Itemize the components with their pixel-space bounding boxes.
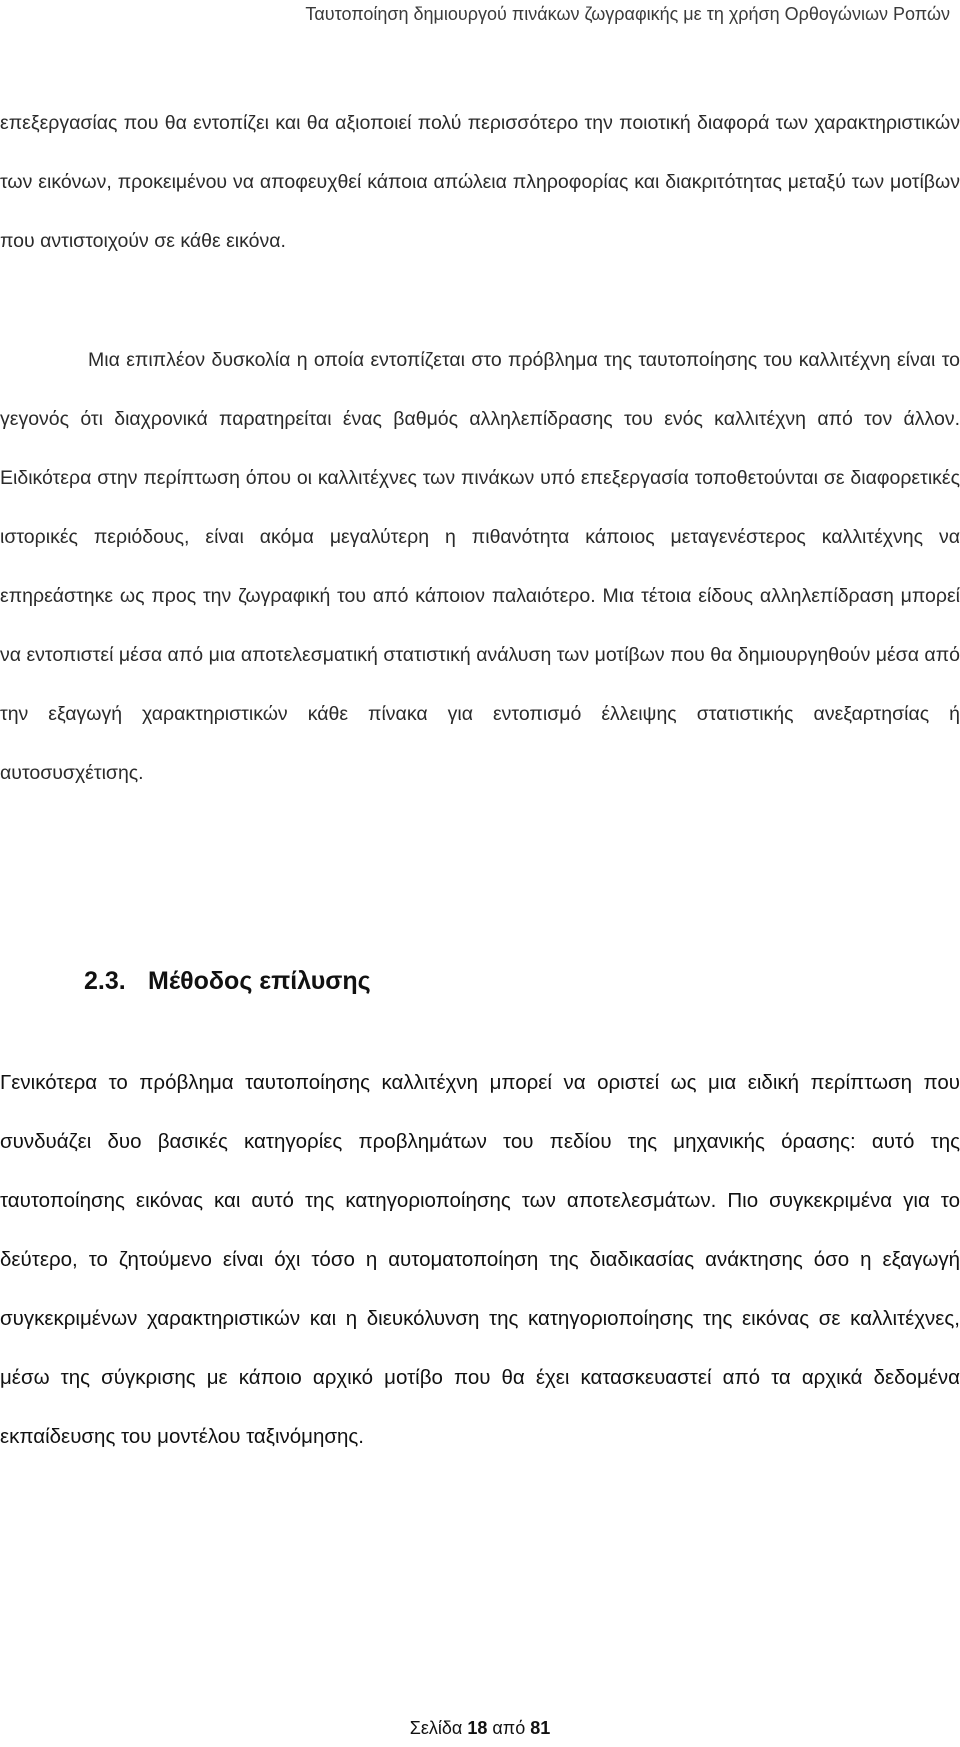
of-label: από: [492, 1718, 526, 1738]
body-paragraph-continuation: επεξεργασίας που θα εντοπίζει και θα αξιοποιεί πολύ περισσότερο την ποιοτική διαφορά των χαρακτηριστικών των εικόνων, προκειμένου να αποφευχθεί κάποια απώλεια πληροφορίας και διακριτότητας μεταξύ των μοτίβων που αντιστοιχούν σε κάθε εικόνα.: [0, 112, 960, 252]
section-number: 2.3.: [84, 967, 126, 995]
running-header-title: Ταυτοποίηση δημιουργού πινάκων ζωγραφικής με τη χρήση Ορθογώνιων Ροπών: [305, 4, 950, 24]
page-label: Σελίδα: [409, 1718, 463, 1738]
page-number: 18: [467, 1718, 488, 1738]
section-title: Μέθοδος επίλυσης: [148, 967, 371, 995]
page-footer: [0, 1718, 960, 1739]
total-pages: 81: [530, 1718, 551, 1738]
body-paragraph-artist-interaction: Μια επιπλέον δυσκολία η οποία εντοπίζεται στο πρόβλημα της ταυτοποίησης του καλλιτέχνη είναι το γεγονός ότι διαχρονικά παρατηρείται ένας βαθμός αλληλεπίδρασης του ενός καλλιτέχνη από τον άλλον. Ειδικότερα στην περίπτωση όπου οι καλλιτέχνες των πινάκων υπό επεξεργασία τοποθετούνται σε διαφορετικές ιστορικές περιόδους, είναι ακόμα μεγαλύτερη η πιθανότητα κάποιος μεταγενέστερος καλλιτέχνης να επηρεάστηκε ως προς την ζωγραφική του από κάποιον παλαιότερο. Μια τέτοια είδους αλληλεπίδραση μπορεί να εντοπιστεί μέσα από μια αποτελεσματική στατιστική ανάλυση των μοτίβων που θα δημιουργηθούν μέσα από την εξαγωγή χαρακτηριστικών κάθε πίνακα για εντοπισμό έλλειψης στατιστικής ανεξαρτησίας ή αυτοσυσχέτισης.: [0, 349, 960, 784]
section-heading: [84, 967, 371, 996]
section-paragraph-method: Γενικότερα το πρόβλημα ταυτοποίησης καλλιτέχνη μπορεί να οριστεί ως μια ειδική περίπτωση που συνδυάζει δυο βασικές κατηγορίες προβλημάτων του πεδίου της μηχανικής όρασης: αυτό της ταυτοποίησης εικόνας και αυτό της κατηγοριοποίησης των αποτελεσμάτων. Πιο συγκεκριμένα για το δεύτερο, το ζητούμενο είναι όχι τόσο η αυτοματοποίηση της διαδικασίας ανάκτησης όσο η εξαγωγή συγκεκριμένων χαρακτηριστικών και η διευκόλυνση της κατηγοριοποίησης της εικόνας σε καλλιτέχνες, μέσω της σύγκρισης με κάποιο αρχικό μοτίβο που θα έχει κατασκευαστεί από τα αρχικά δεδομένα εκπαίδευσης του μοντέλου ταξινόμησης.: [0, 1071, 960, 1448]
